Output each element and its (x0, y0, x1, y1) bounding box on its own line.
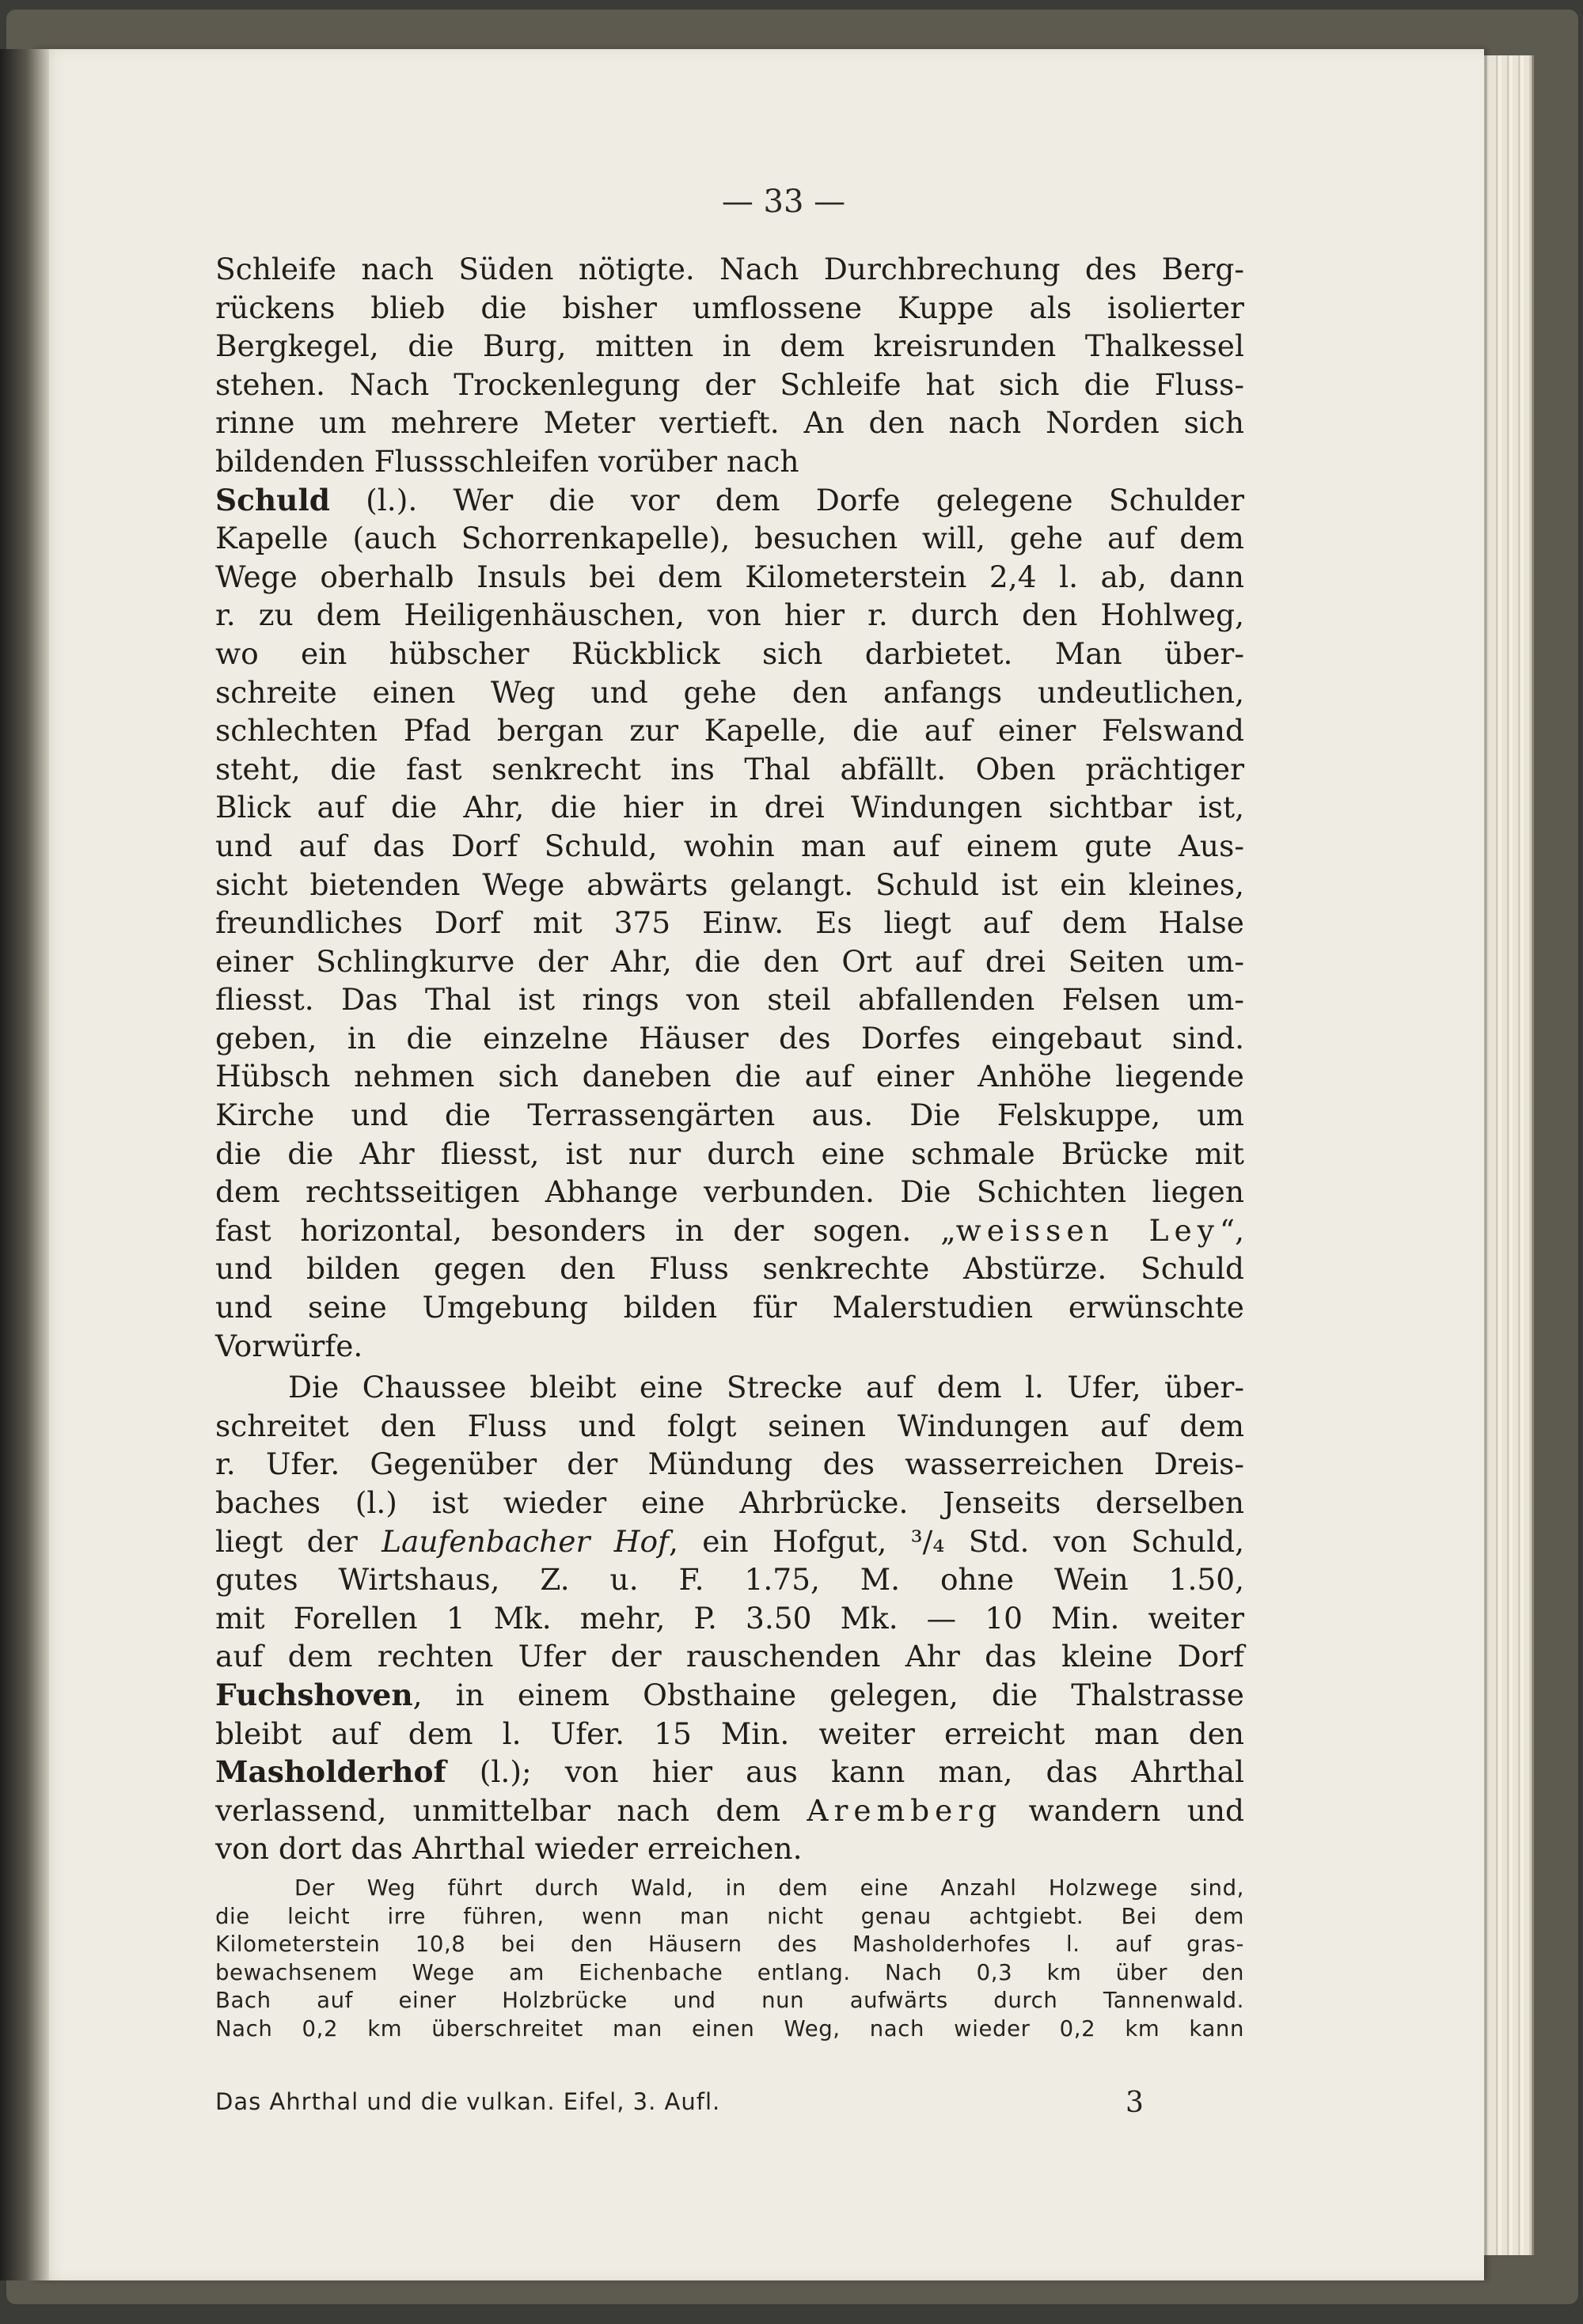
spaced-name: Aremberg (807, 1792, 1003, 1828)
text-run: rückens blieb die bisher umflossene Kuppe als isolierter (215, 290, 1244, 325)
text-line (215, 1637, 1244, 1676)
page-header: — 33 — (721, 184, 846, 220)
text-run: r. zu dem Heiligenhäuschen, von hier r. durch den Hohlweg, (215, 597, 1244, 633)
text-run: Kapelle (auch Schorrenkapelle), besuchen will, gehe auf dem (215, 521, 1244, 556)
footnote-line: Der Weg führt durch Wald, in dem eine Anzahl Holzwege sind, (294, 1875, 1244, 1901)
text-run: Schleife nach Süden nötigte. Nach Durchbrechung des Berg- (215, 252, 1244, 286)
text-line (215, 404, 1244, 442)
text-run: von dort das Ahrthal wieder erreichen. (215, 1831, 803, 1867)
text-run: stehen. Nach Trockenlegung der Schleife hat sich die Fluss- (215, 366, 1244, 402)
text-run: auf dem rechten Ufer der rauschenden Ahr das kleine Dorf (215, 1639, 1244, 1674)
text-run: bildenden Flussschleifen vorüber nach (215, 443, 799, 479)
footnote-line: Bach auf einer Holzbrücke und nun aufwärts durch Tannenwald. (215, 1988, 1244, 2014)
text-run: “, (1219, 1212, 1244, 1248)
place-name: Fuchshoven (215, 1677, 413, 1712)
text-line (215, 827, 1244, 866)
text-line (215, 904, 1244, 942)
text-line (215, 327, 1244, 366)
text-run: wo ein hübscher Rückblick sich darbietet. Man über- (215, 635, 1244, 671)
book-spine (0, 49, 49, 2280)
text-line (215, 250, 1244, 289)
page-body (215, 250, 1244, 2044)
place-name: Schuld (215, 482, 330, 517)
text-run: die die Ahr fliesst, ist nur durch eine schmale Brücke mit (215, 1135, 1244, 1171)
text-line (215, 942, 1244, 981)
text-line (215, 481, 1244, 520)
text-run: Vorwürfe. (215, 1328, 363, 1363)
text-line (215, 1599, 1244, 1638)
text-line (215, 1057, 1244, 1096)
spaced-name: weissen Ley (955, 1212, 1220, 1248)
footnote-line: Kilometerstein 10,8 bei den Häusern des Masholderhofes l. auf gras- (215, 1932, 1244, 1958)
text-line (215, 1522, 1244, 1561)
text-line (215, 1829, 1244, 1868)
text-run: Kirche und die Terrassengärten aus. Die Felskuppe, um (215, 1098, 1244, 1133)
text-line (215, 519, 1244, 558)
text-line (215, 1484, 1244, 1522)
text-run: einer Schlingkurve der Ahr, die den Ort auf drei Seiten um- (215, 943, 1244, 979)
text-run: baches (l.) ist wieder eine Ahrbrücke. Jenseits derselben (215, 1485, 1244, 1520)
text-run: rinne um mehrere Meter vertieft. An den nach Norden sich (215, 405, 1244, 441)
footnote-line: Nach 0,2 km überschreitet man einen Weg, nach wieder 0,2 km kann (215, 2015, 1244, 2042)
text-line (215, 1096, 1244, 1135)
text-line (215, 673, 1244, 712)
text-run: Blick auf die Ahr, die hier in drei Windungen sichtbar ist, (215, 790, 1244, 825)
text-line (215, 711, 1244, 750)
text-run: gutes Wirtshaus, Z. u. F. 1.75, M. ohne Wein 1.50, (215, 1562, 1244, 1598)
text-run: bleibt auf dem l. Ufer. 15 Min. weiter erreicht man den (215, 1716, 1244, 1751)
text-run: und seine Umgebung bilden für Malerstudien erwünschte (215, 1290, 1244, 1325)
text-run: fliesst. Das Thal ist rings von steil abfallenden Felsen um- (215, 982, 1244, 1018)
text-line (215, 1288, 1244, 1327)
footnote-line: die leicht irre führen, wenn man nicht genau achtgiebt. Bei dem (215, 1903, 1244, 1929)
text-run: verlassend, unmittelbar nach dem (215, 1792, 807, 1828)
text-line (215, 750, 1244, 789)
text-run: Bergkegel, die Burg, mitten in dem kreisrunden Thalkessel (215, 328, 1244, 364)
text-line (215, 788, 1244, 827)
text-run: geben, in die einzelne Häuser des Dorfes eingebaut sind. (215, 1020, 1244, 1056)
text-line (215, 1211, 1244, 1250)
page-footer (215, 2087, 1244, 2119)
text-run: fast horizontal, besonders in der sogen. „ (215, 1212, 956, 1248)
text-run: steht, die fast senkrecht ins Thal abfällt. Oben prächtiger (215, 751, 1244, 787)
text-run: r. Ufer. Gegenüber der Mündung des wasserreichen Dreis- (215, 1446, 1244, 1482)
text-run: schreite einen Weg und gehe den anfangs undeutlichen, (215, 674, 1244, 710)
text-run: (l.). Wer die vor dem Dorfe gelegene Schulder (329, 482, 1244, 517)
footnote-line: bewachsenem Wege am Eichenbache entlang. Nach 0,3 km über den (215, 1959, 1244, 1985)
paragraphs (215, 250, 1244, 1868)
signature-mark: 3 (1126, 2087, 1145, 2119)
text-run: , in einem Obsthaine gelegen, die Thalstrasse (412, 1677, 1244, 1712)
text-line (215, 635, 1244, 673)
text-line (215, 1676, 1244, 1715)
footnote (215, 1875, 1244, 2044)
text-line (215, 1753, 1244, 1791)
text-line (215, 442, 1244, 481)
text-run: schlechten Pfad bergan zur Kapelle, die auf einer Felswand (215, 713, 1244, 749)
text-line (215, 1173, 1244, 1211)
footer-title: Das Ahrthal und die vulkan. Eifel, 3. Aufl. (215, 2088, 721, 2115)
text-run: und bilden gegen den Fluss senkrechte Abstürze. Schuld (215, 1251, 1244, 1287)
text-run: Die Chaussee bleibt eine Strecke auf dem l. Ufer, über- (288, 1370, 1244, 1405)
text-line (215, 1715, 1244, 1753)
text-line (215, 1445, 1244, 1484)
text-run: und auf das Dorf Schuld, wohin man auf einem gute Aus- (215, 828, 1244, 863)
text-line (215, 1135, 1244, 1173)
text-line (215, 1019, 1244, 1058)
text-line (215, 289, 1244, 328)
text-line (215, 866, 1244, 904)
text-run: (l.); von hier aus kann man, das Ahrthal (446, 1754, 1244, 1790)
text-run: dem rechtsseitigen Abhange verbunden. Die Schichten liegen (215, 1174, 1244, 1210)
text-line (215, 1791, 1244, 1830)
text-run: mit Forellen 1 Mk. mehr, P. 3.50 Mk. — 10 Min. weiter (215, 1600, 1244, 1636)
text-line (215, 596, 1244, 635)
text-line (215, 366, 1244, 404)
text-run: liegt der (215, 1523, 382, 1559)
text-run: schreitet den Fluss und folgt seinen Windungen auf dem (215, 1408, 1244, 1443)
text-line (215, 1368, 1244, 1407)
text-run: Hübsch nehmen sich daneben die auf einer Anhöhe liegende (215, 1059, 1244, 1094)
text-run: freundliches Dorf mit 375 Einw. Es liegt auf dem Halse (215, 905, 1244, 941)
text-line (215, 1407, 1244, 1446)
text-run: wandern und (1002, 1792, 1245, 1828)
place-name: Masholderhof (215, 1754, 446, 1790)
text-line (215, 1560, 1244, 1599)
text-run: , ein Hofgut, ³/₄ Std. von Schuld, (668, 1523, 1244, 1559)
text-run: Wege oberhalb Insuls bei dem Kilometerstein 2,4 l. ab, dann (215, 559, 1244, 594)
text-run: sicht bietenden Wege abwärts gelangt. Schuld ist ein kleines, (215, 866, 1244, 902)
text-line (215, 558, 1244, 597)
text-line (215, 980, 1244, 1019)
italic-name: Laufenbacher Hof (382, 1523, 669, 1559)
text-line (215, 1327, 1244, 1366)
text-line (215, 1249, 1244, 1288)
